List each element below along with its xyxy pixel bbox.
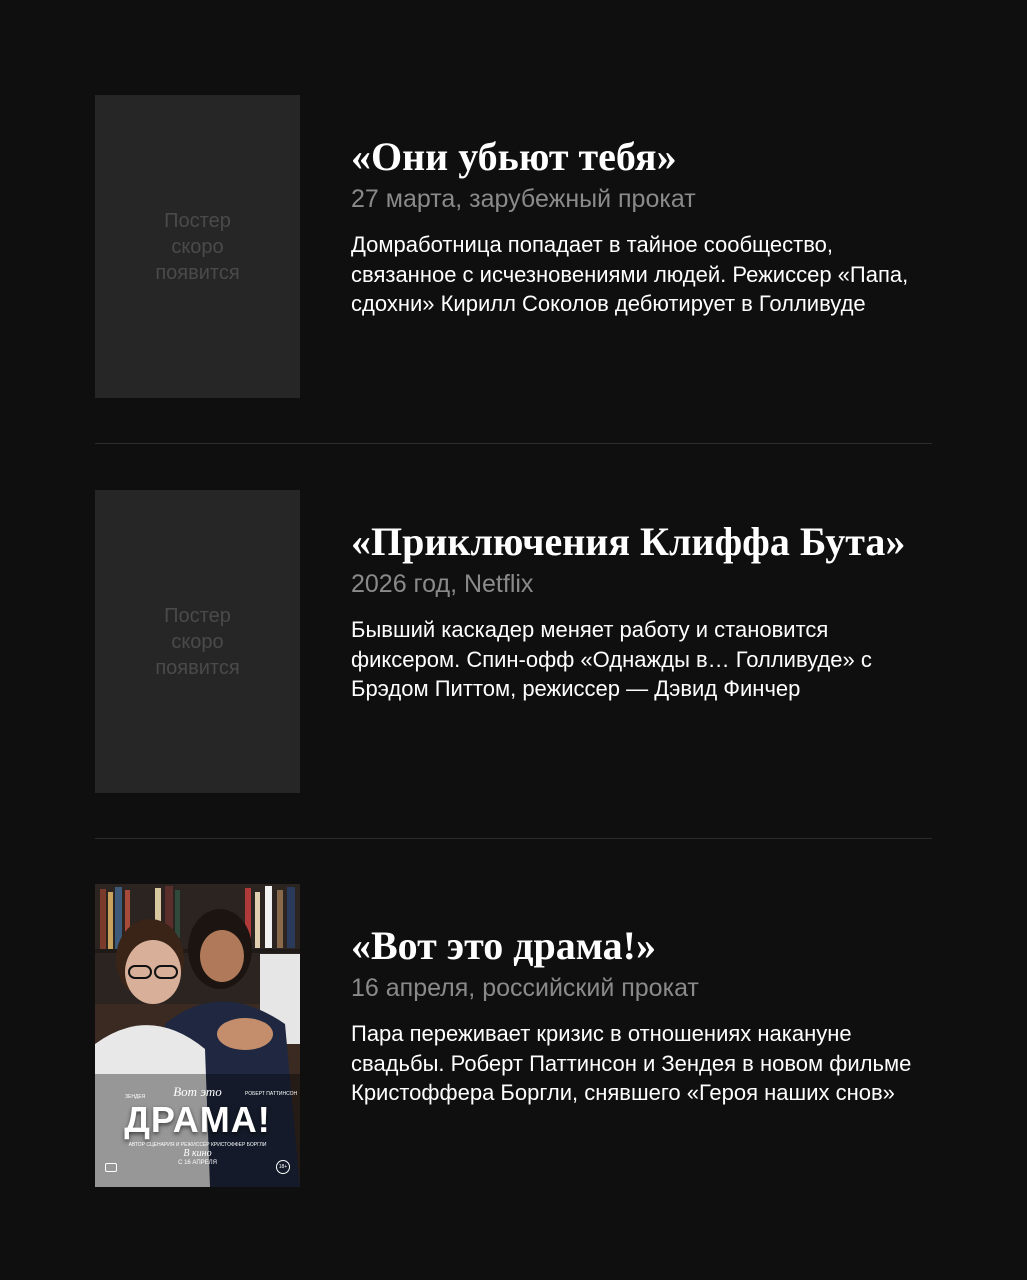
divider [95, 838, 932, 839]
poster-placeholder-text: Постер скоро появится [155, 604, 240, 679]
studio-logo-icon [105, 1163, 117, 1172]
movie-description: Пара переживает кризис в отношениях накануне свадьбы. Роберт Паттинсон и Зендея в новом фильме Кристоффера Боргли, снявшего «Героя наших снов» [351, 1021, 912, 1105]
age-rating-badge: 18+ [276, 1160, 290, 1174]
movie-info [351, 135, 936, 319]
poster-actor-right: РОБЕРТ ПАТТИНСОН [245, 1091, 298, 1097]
movie-info [351, 924, 936, 1108]
movie-title: «Они убьют тебя» [351, 134, 677, 179]
divider [95, 443, 932, 444]
movie-card[interactable] [95, 490, 932, 793]
poster-script-title: Вот это [173, 1084, 222, 1099]
movie-card[interactable] [95, 95, 932, 398]
movie-title: «Вот это драма!» [351, 923, 656, 968]
poster-credit: АВТОР СЦЕНАРИЯ И РЕЖИССЁР КРИСТОФФЕР БОРГЛИ [128, 1142, 267, 1148]
movie-poster-image [95, 884, 300, 1187]
poster-placeholder [95, 95, 300, 398]
movie-title: «Приключения Клиффа Бута» [351, 519, 906, 564]
poster-actor-left: ЗЕНДЕЯ [125, 1094, 146, 1100]
movie-card[interactable] [95, 884, 932, 1187]
movie-release-info: 27 марта, зарубежный прокат [351, 185, 696, 213]
movie-description: Бывший каскадер меняет работу и становится фиксером. Спин-офф «Однажды в… Голливуде» с Брэдом Питтом, режиссер — Дэвид Финчер [351, 617, 872, 701]
poster-placeholder [95, 490, 300, 793]
poster-date-script: В кино [183, 1148, 212, 1159]
movie-release-info: 16 апреля, российский прокат [351, 974, 699, 1002]
poster-title: ДРАМА! [124, 1099, 271, 1140]
poster-placeholder-text: Постер скоро появится [155, 209, 240, 284]
movie-description: Домработница попадает в тайное сообщество, связанное с исчезновениями людей. Режиссер «Папа, сдохни» Кирилл Соколов дебютирует в Голливуде [351, 232, 909, 316]
movie-info [351, 520, 936, 704]
movie-release-info: 2026 год, Netflix [351, 570, 534, 598]
poster-date: С 16 АПРЕЛЯ [178, 1160, 217, 1166]
